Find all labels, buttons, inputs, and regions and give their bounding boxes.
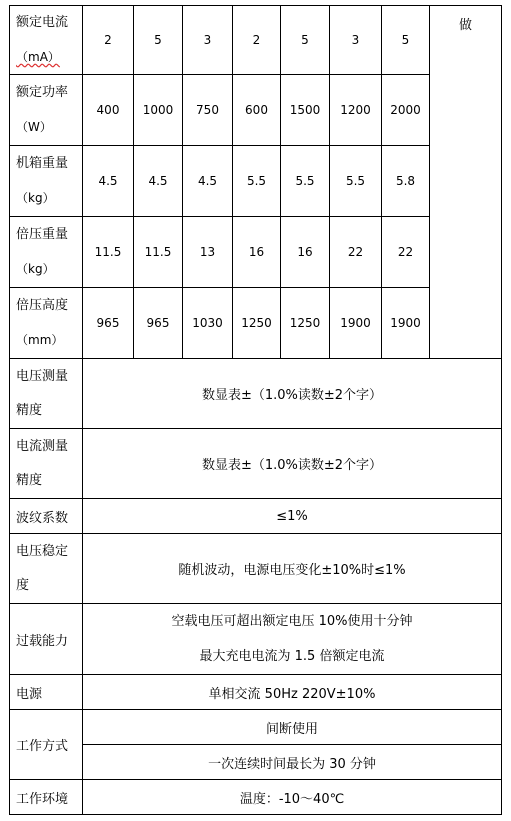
spec-value: 数显表±（1.0%读数±2个字） <box>83 429 502 499</box>
cell: 4.5 <box>83 146 134 217</box>
table-row <box>10 146 502 217</box>
cell: 1900 <box>330 288 382 359</box>
cell: 5 <box>382 6 430 75</box>
cell: 400 <box>83 75 134 146</box>
row-label: 额定电流 （mA） <box>10 6 83 75</box>
spec-line: 最大充电电流为 1.5 倍额定电流 <box>199 649 385 664</box>
cell: 5.5 <box>233 146 281 217</box>
row-label: 倍压高度 （mm） <box>10 288 83 359</box>
spec-value: 单相交流 50Hz 220V±10% <box>83 675 502 710</box>
table-row <box>10 217 502 288</box>
cell: 5.5 <box>281 146 330 217</box>
table-row <box>10 6 502 75</box>
cell: 1500 <box>281 75 330 146</box>
cell: 2000 <box>382 75 430 146</box>
cell: 4.5 <box>183 146 233 217</box>
cell: 600 <box>233 75 281 146</box>
spec-table <box>9 5 502 815</box>
cell: 5.5 <box>330 146 382 217</box>
cell: 3 <box>183 6 233 75</box>
row-label: 额定功率 （W） <box>10 75 83 146</box>
cell: 11.5 <box>134 217 183 288</box>
row-label: 波纹系数 <box>10 499 83 534</box>
table-row <box>10 675 502 710</box>
table-row <box>10 780 502 815</box>
cell: 4.5 <box>134 146 183 217</box>
cell: 1030 <box>183 288 233 359</box>
spec-value: 间断使用 <box>83 710 502 745</box>
row-label: 倍压重量 （kg） <box>10 217 83 288</box>
cell: 16 <box>281 217 330 288</box>
table-row <box>10 604 502 675</box>
row-label: 电流测量 精度 <box>10 429 83 499</box>
cell: 22 <box>330 217 382 288</box>
row-label: 过载能力 <box>10 604 83 675</box>
cell: 750 <box>183 75 233 146</box>
row-label: 工作环境 <box>10 780 83 815</box>
table-row <box>10 710 502 745</box>
extra-column-cell: 做 <box>430 6 502 359</box>
table-row <box>10 745 502 780</box>
row-label: 机箱重量 （kg） <box>10 146 83 217</box>
cell: 16 <box>233 217 281 288</box>
spec-value: 数显表±（1.0%读数±2个字） <box>83 359 502 429</box>
table-row <box>10 534 502 604</box>
table-row <box>10 429 502 499</box>
spec-value <box>83 604 502 675</box>
cell: 1900 <box>382 288 430 359</box>
cell: 965 <box>83 288 134 359</box>
table-row <box>10 75 502 146</box>
cell: 1200 <box>330 75 382 146</box>
cell: 5 <box>281 6 330 75</box>
cell: 965 <box>134 288 183 359</box>
spec-value: 一次连续时间最长为 30 分钟 <box>83 745 502 780</box>
table-row <box>10 288 502 359</box>
cell: 2 <box>233 6 281 75</box>
spec-value: 温度：-10～40℃ <box>83 780 502 815</box>
cell: 3 <box>330 6 382 75</box>
spec-value: ≤1% <box>83 499 502 534</box>
table-row <box>10 359 502 429</box>
cell: 2 <box>83 6 134 75</box>
cell: 22 <box>382 217 430 288</box>
cell: 1250 <box>281 288 330 359</box>
cell: 5.8 <box>382 146 430 217</box>
row-label: 电压测量 精度 <box>10 359 83 429</box>
cell: 11.5 <box>83 217 134 288</box>
cell: 13 <box>183 217 233 288</box>
table-row <box>10 499 502 534</box>
cell: 1000 <box>134 75 183 146</box>
cell: 5 <box>134 6 183 75</box>
row-label: 工作方式 <box>10 710 83 780</box>
cell: 1250 <box>233 288 281 359</box>
row-label: 电压稳定 度 <box>10 534 83 604</box>
spec-value: 随机波动，电源电压变化±10%时≤1% <box>83 534 502 604</box>
spec-line: 空载电压可超出额定电压 10%使用十分钟 <box>171 614 413 629</box>
row-label: 电源 <box>10 675 83 710</box>
